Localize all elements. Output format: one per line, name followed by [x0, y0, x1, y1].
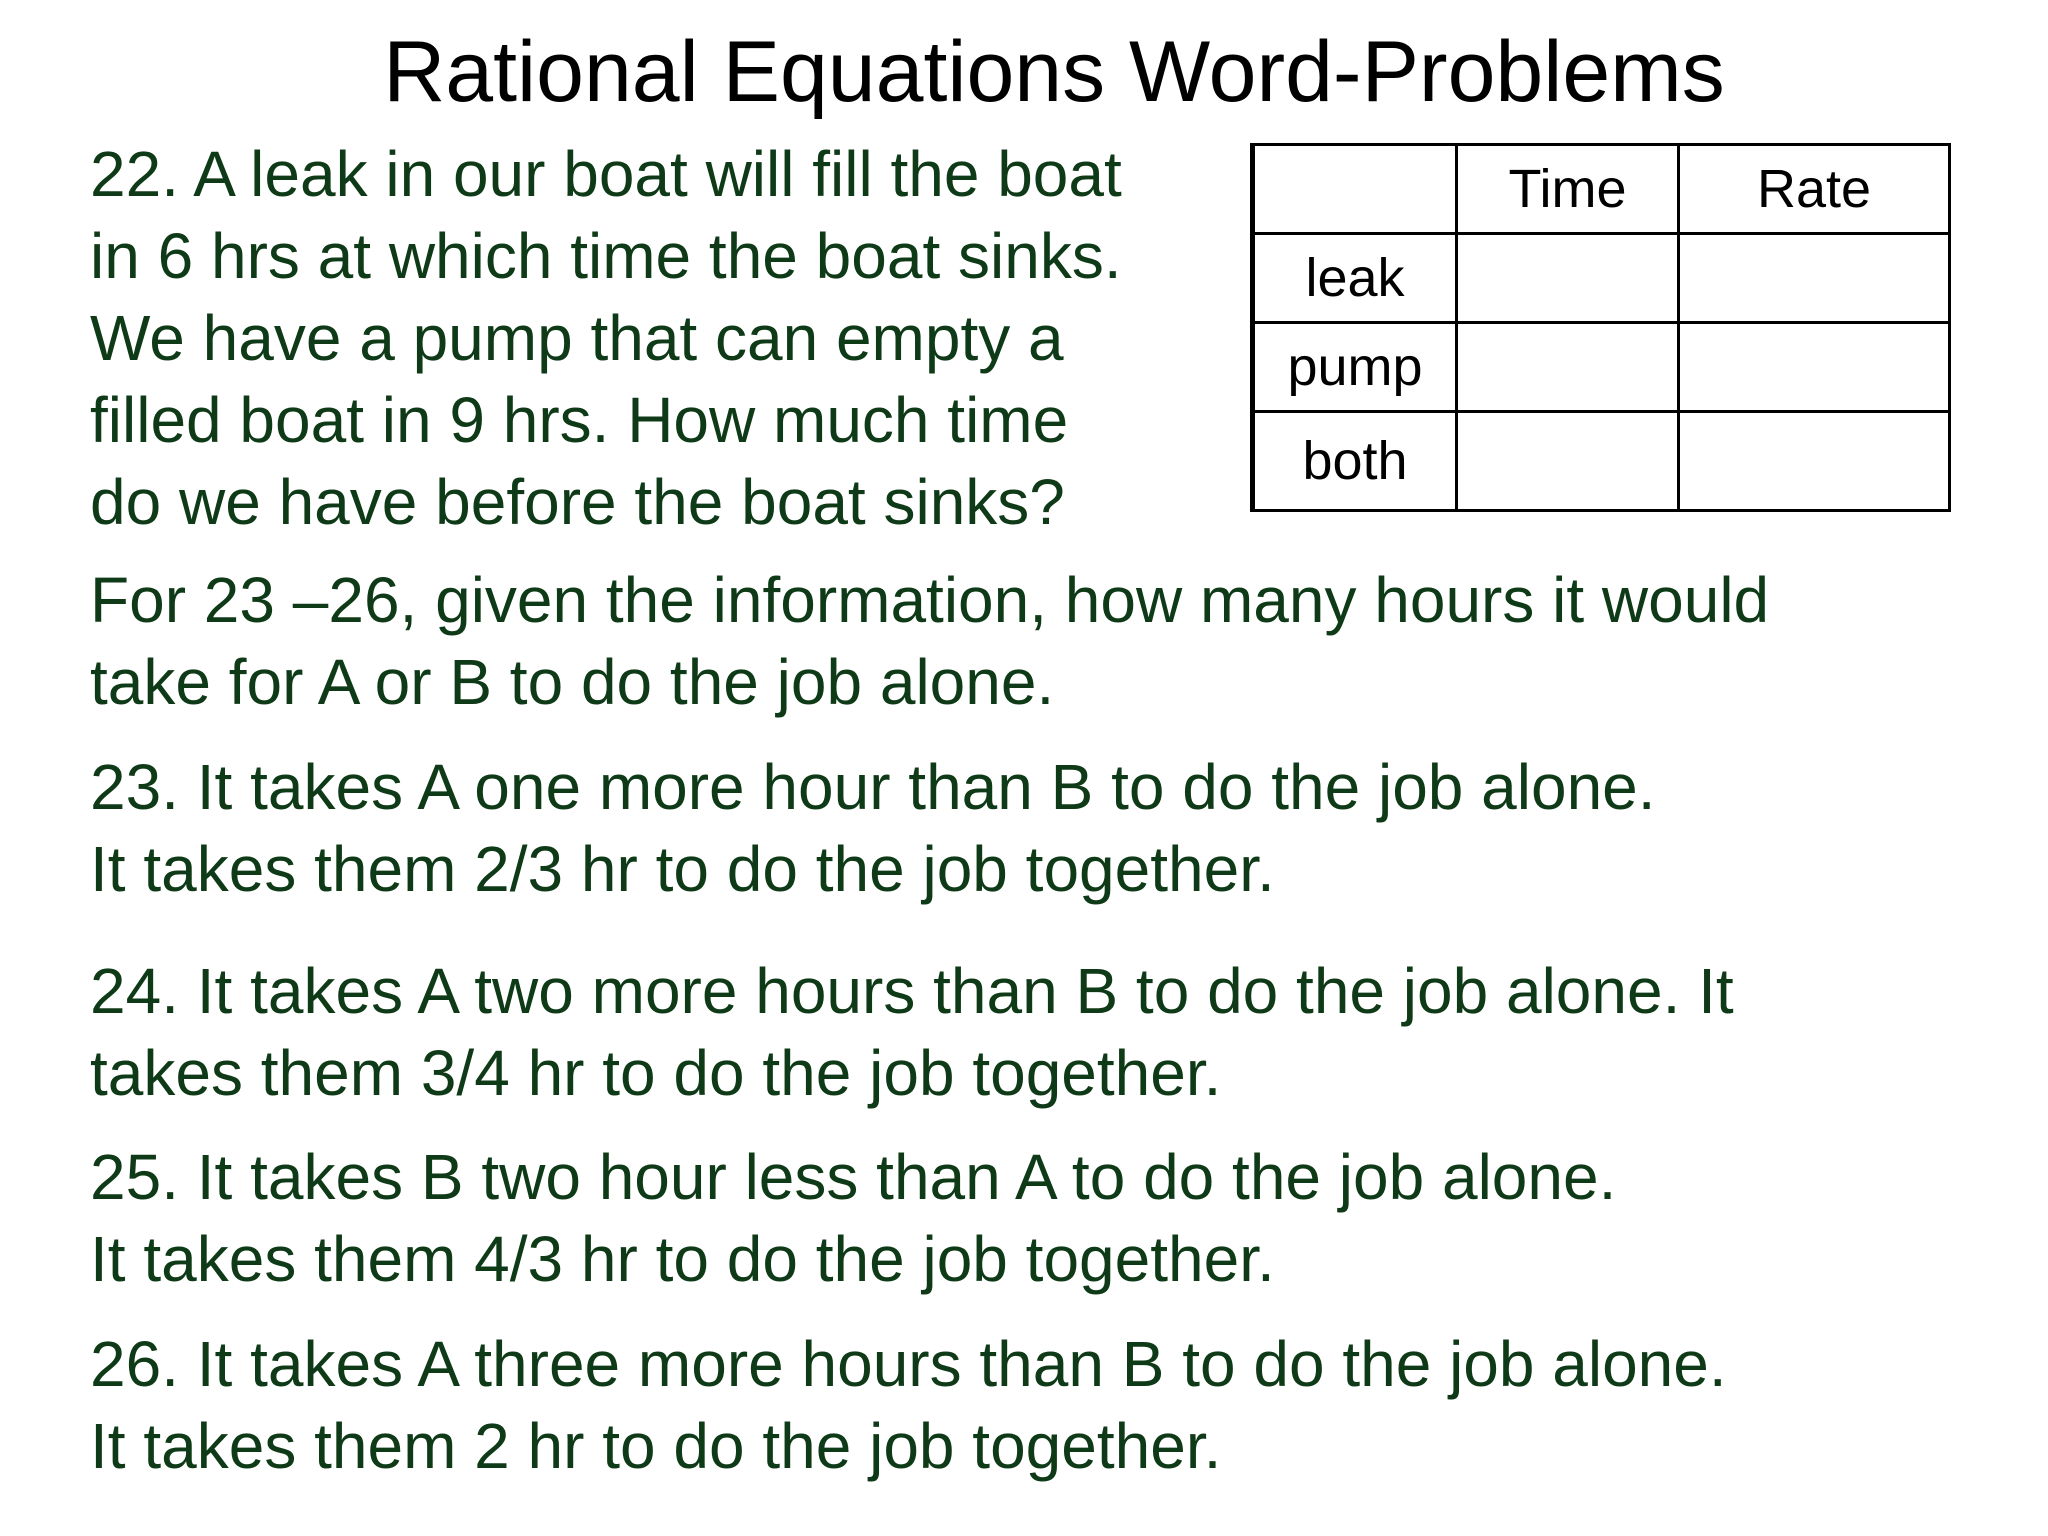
problem-24 [90, 950, 1734, 1114]
problem-25 [90, 1136, 1616, 1300]
problem-26-line: It takes them 2 hr to do the job together. [90, 1410, 1222, 1482]
table-header-empty [1253, 145, 1457, 234]
problem-26 [90, 1323, 1727, 1487]
row-label-leak: leak [1253, 234, 1457, 323]
problem-23-line: 23. It takes A one more hour than B to do the job alone. [90, 751, 1656, 823]
cell-pump-time [1457, 323, 1679, 412]
table-header-rate: Rate [1679, 145, 1950, 234]
problem-22 [90, 133, 1122, 543]
table-header-row [1253, 145, 1950, 234]
page-title: Rational Equations Word-Problems [383, 24, 1725, 120]
table-row [1253, 234, 1950, 323]
problem-23-line: It takes them 2/3 hr to do the job together. [90, 833, 1275, 905]
cell-leak-time [1457, 234, 1679, 323]
cell-both-time [1457, 412, 1679, 511]
problem-26-line: 26. It takes A three more hours than B to do the job alone. [90, 1328, 1727, 1400]
cell-leak-rate [1679, 234, 1950, 323]
time-rate-table [1250, 143, 1951, 512]
cell-pump-rate [1679, 323, 1950, 412]
problem-22-line: do we have before the boat sinks? [90, 466, 1065, 538]
instructions-line: take for A or B to do the job alone. [90, 646, 1055, 718]
problem-24-line: 24. It takes A two more hours than B to do the job alone. It [90, 955, 1734, 1027]
table-row [1253, 412, 1950, 511]
problem-22-line: filled boat in 9 hrs. How much time [90, 384, 1069, 456]
problem-25-line: 25. It takes B two hour less than A to do the job alone. [90, 1141, 1617, 1213]
problem-23 [90, 746, 1656, 910]
table-header-time: Time [1457, 145, 1679, 234]
problem-24-line: takes them 3/4 hr to do the job together. [90, 1037, 1222, 1109]
instructions-23-26 [90, 559, 1769, 723]
cell-both-rate [1679, 412, 1950, 511]
problem-25-line: It takes them 4/3 hr to do the job together. [90, 1223, 1275, 1295]
problem-22-line: We have a pump that can empty a [90, 302, 1064, 374]
table-row [1253, 323, 1950, 412]
instructions-line: For 23 –26, given the information, how many hours it would [90, 564, 1770, 636]
problem-22-line: 22. A leak in our boat will fill the boat [90, 138, 1122, 210]
row-label-both: both [1253, 412, 1457, 511]
row-label-pump: pump [1253, 323, 1457, 412]
problem-22-line: in 6 hrs at which time the boat sinks. [90, 220, 1122, 292]
